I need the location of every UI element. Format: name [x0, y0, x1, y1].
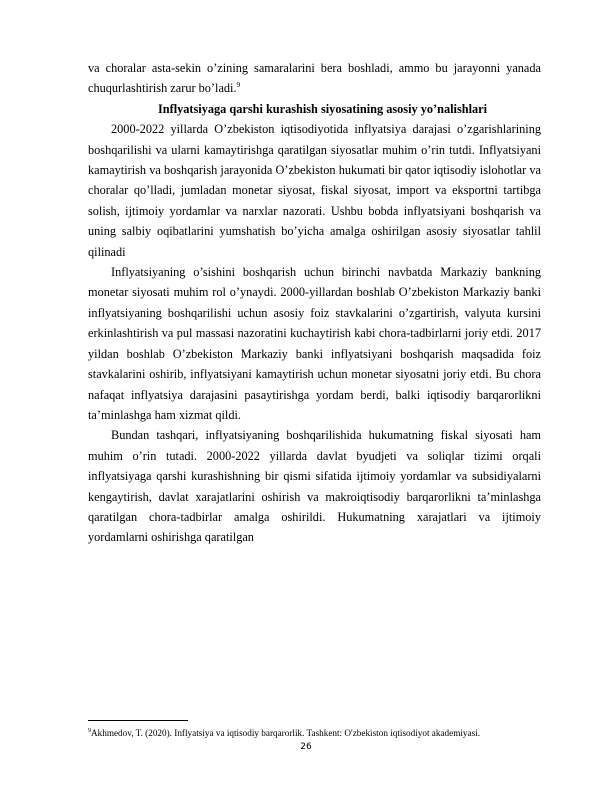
section-heading: Inflyatsiyaga qarshi kurashish siyosatining asosiy yo’nalishlari [157, 101, 488, 116]
footnote-number: 9 [88, 727, 91, 734]
footnote [88, 724, 541, 742]
footnote-separator [88, 720, 188, 721]
footnote-text: Akhmedov, T. (2020). Inflyatsiya va iqtisodiy barqarorlik. Tashkent: O'zbekiston iqtisodiyot akademiyasi. [91, 728, 481, 738]
paragraph-continuation-text: va choralar asta-sekin o’zining samaralarini bera boshladi, ammo bu jarayonni yanada chuqurlashtirish zarur bo’ladi. [88, 61, 541, 96]
paragraph-continuation [88, 58, 541, 99]
paragraph-3: Bundan tashqari, inflyatsiyaning boshqarilishida hukumatning fiskal siyosati ham muhim o’rin tutadi. 2000-2022 yillarda davlat byudjeti va soliqlar tizimi orqali inflyatsiyaga qarshi kurashishning bir qismi sifatida ijtimoiy yordamlar va subsidiyalarni kengaytirish, davlat xarajatlarini oshirish va makroiqtisodiy barqarorlikni ta’minlashga qaratilgan chora-tadbirlar amalga oshirildi. Hukumatning xarajatlari va ijtimoiy yordamlarni oshirishga qaratilgan [88, 428, 541, 545]
footnote-reference[interactable]: 9 [236, 80, 241, 90]
paragraph-1: 2000-2022 yillarda O’zbekiston iqtisodiyotida inflyatsiya darajasi o’zgarishlarining boshqarilishi va ularni kamaytirishga qaratilgan siyosatlar muhim o’rin tutdi. Inflyatsiyani kamaytirish va boshqarish jarayonida O’zbekiston hukumati bir qator iqtisodiy islohotlar va choralar qo’lladi, jumladan monetar siyosat, fiskal siyosat, import va eksportni tartibga solish, ijtimoiy yordamlar va narxlar nazorati. Ushbu bobda inflyatsiyani boshqarish va uning salbiy oqibatlarini yumshatish bo’yicha amalga oshirilgan asosiy siyosatlar tahlil qilinadi [88, 122, 541, 259]
page-number: 26 [300, 742, 312, 752]
paragraph-2: Inflyatsiyaning o’sishini boshqarish uchun birinchi navbatda Markaziy bankning monetar siyosati muhim rol o’ynaydi. 2000-yillardan boshlab O’zbekiston Markaziy banki inflyatsiyaning boshqarilishi uchun asosiy foiz stavkalarini o’zgartirish, valyuta kursini erkinlashtirish va pul massasi nazoratini kuchaytirish kabi chora-tadbirlarni joriy etdi. 2017 yildan boshlab O’zbekiston Markaziy banki inflyatsiyani boshqarish maqsadida foiz stavkalarini oshirib, inflyatsiyani kamaytirish uchun monetar siyosatni joriy etdi. Bu chora nafaqat inflyatsiya darajasini pasaytirishga yordam berdi, balki iqtisodiy barqarorlikni ta’minlashga ham xizmat qildi. [88, 265, 541, 422]
body-text [88, 58, 541, 548]
